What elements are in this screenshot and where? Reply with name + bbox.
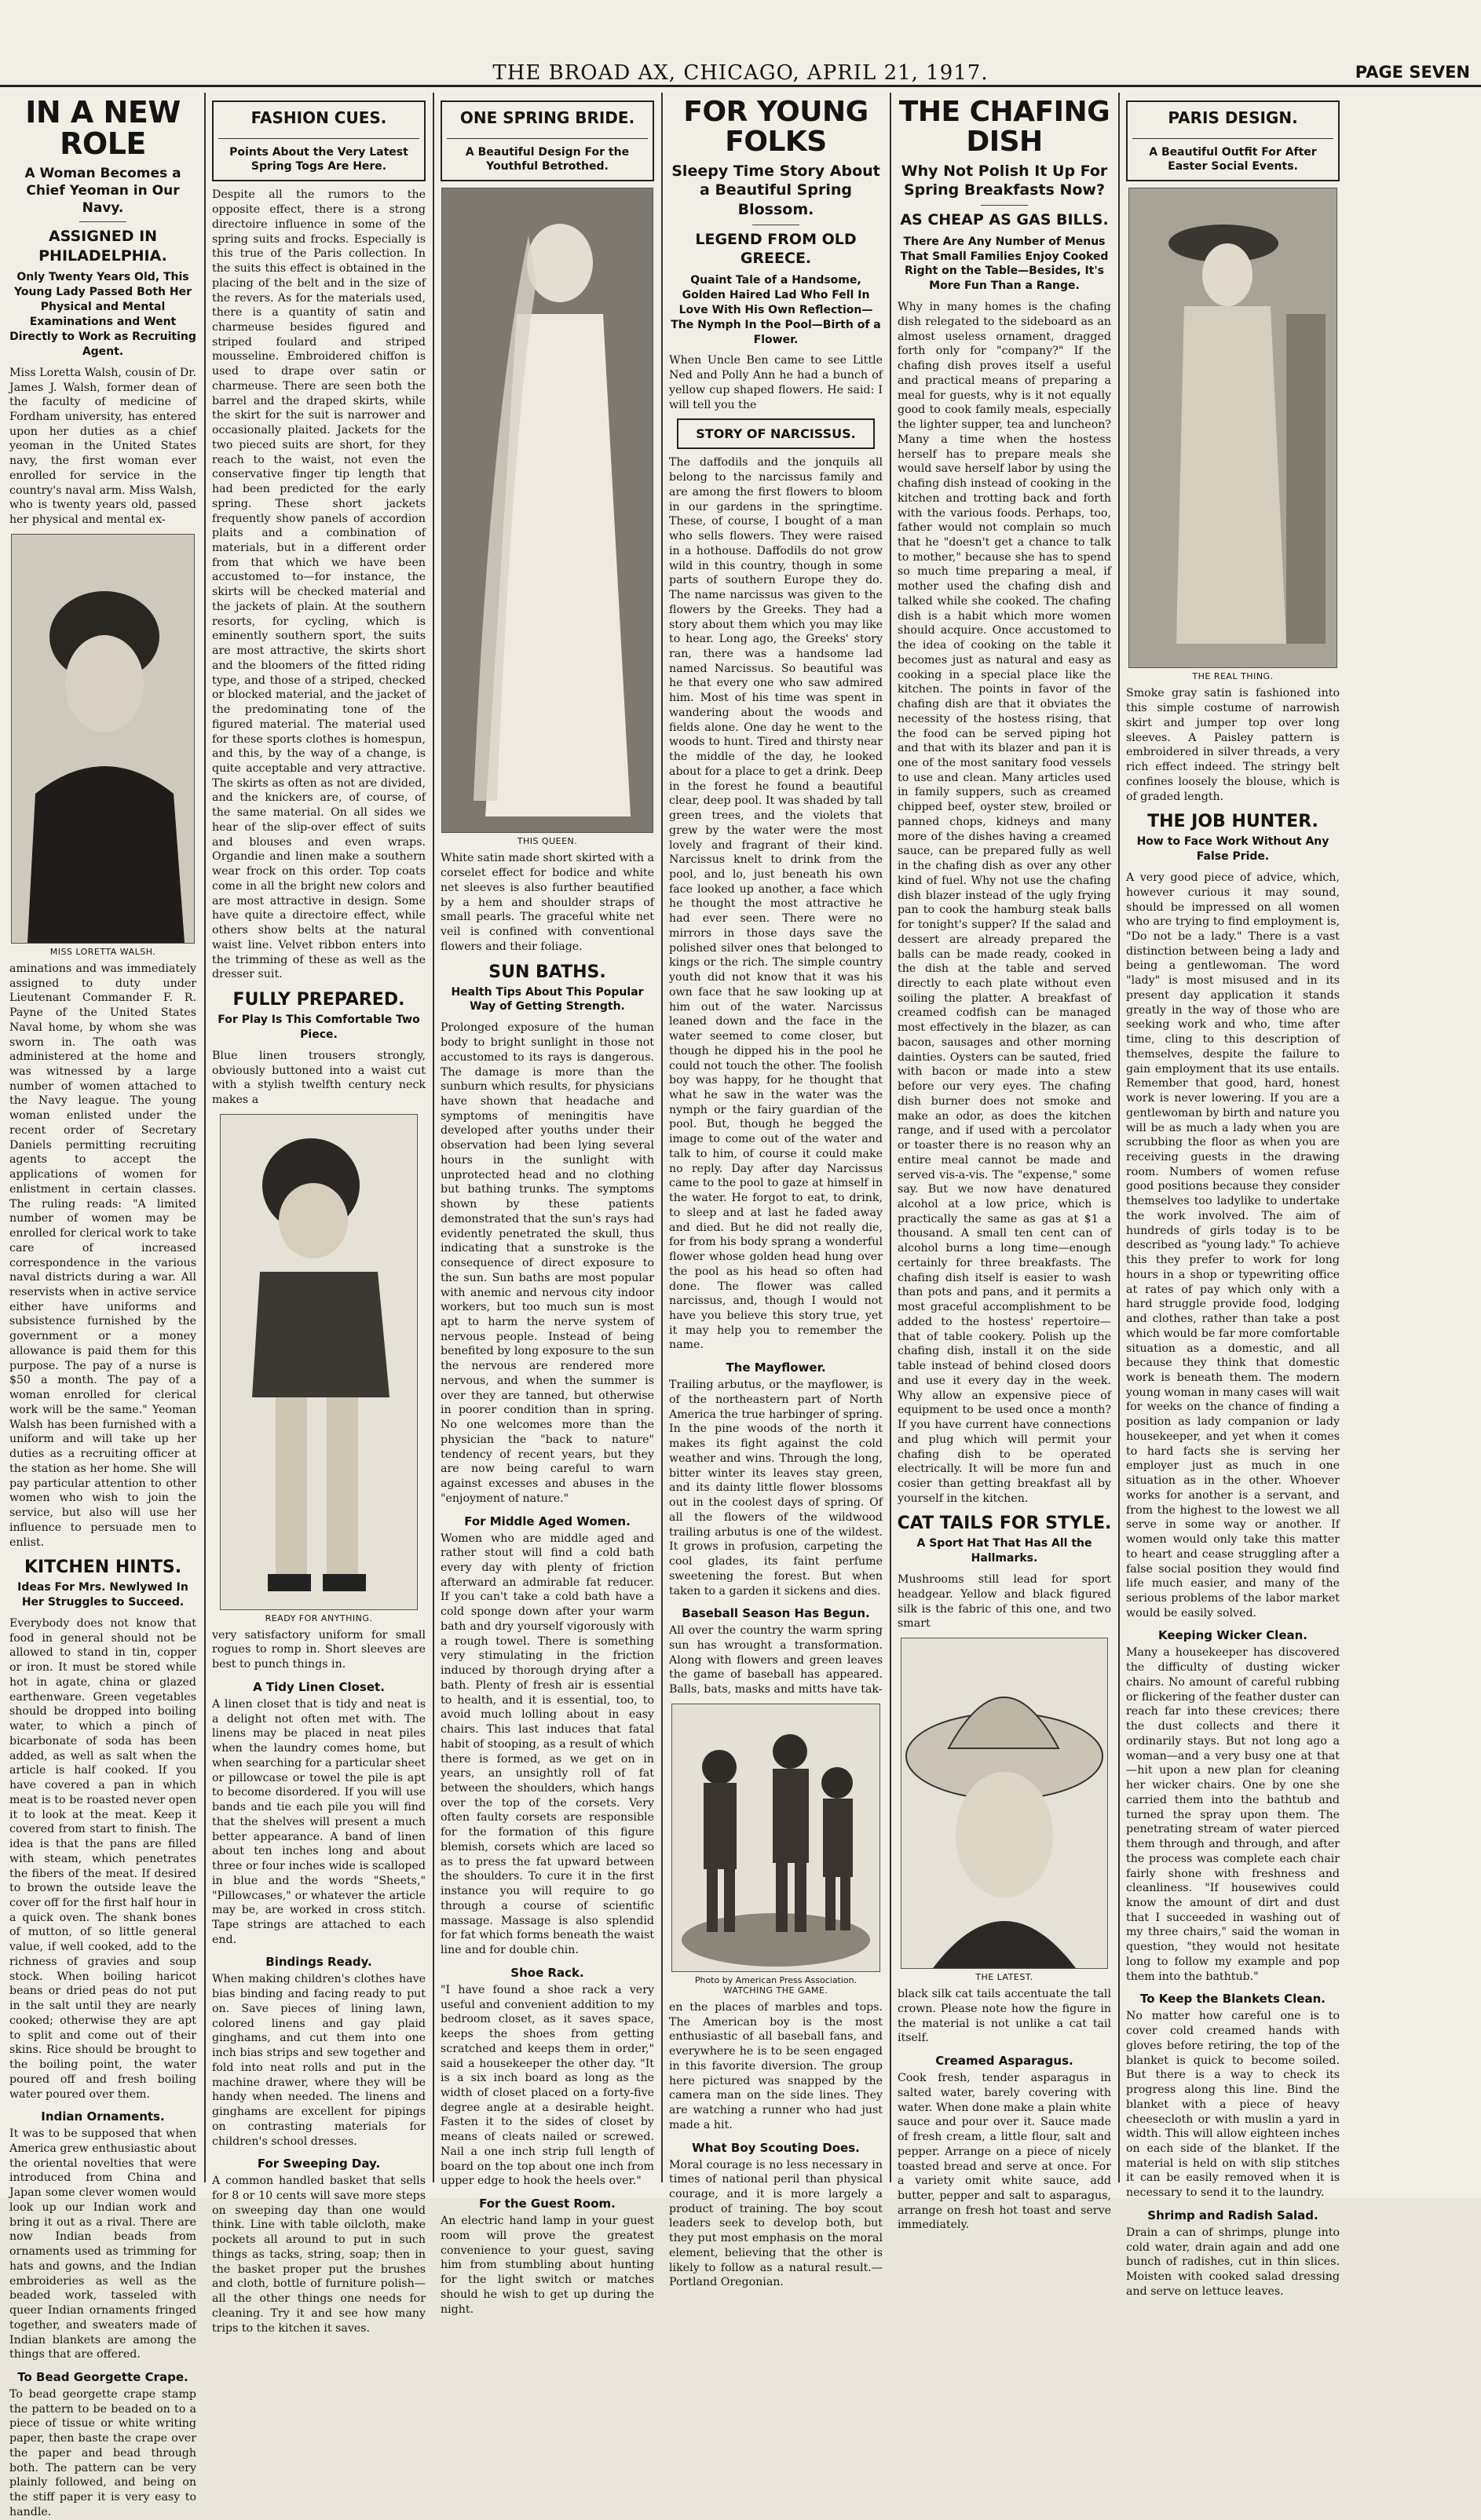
paris-outfit-photo [1128,188,1337,668]
sport-hat-photo [901,1638,1108,1969]
subhead-philadelphia: ASSIGNED IN PHILADELPHIA. [38,228,167,265]
article-body: A common handled basket that sells for 8 or 10 cents will save more steps on sweeping day than one would think. Line with table oilcloth, make pockets all around to put in such things as tacks, string, soap; then in the basket proper put the brushes and cloth, bottle of furniture polish—all the other things one needs for cleaning. Try it and see how many trips to the kitchen it saves. [212,2175,426,2335]
article-body: Miss Loretta Walsh, cousin of Dr. James J. Walsh, former dean of the faculty of medicine of Fordham university, has entered upon her duties as a chief yeoman in the United States navy, the first woman ever enrolled for service in the country's naval arm. Miss Walsh, who is twenty years old, passed her physical and mental ex- [9,366,196,527]
article-body: "I have found a shoe rack a very useful and convenient addition to my bedroom closet, as it saves space, keeps the shoes from getting scratched and keeps them in order," said a housekeeper the other day. "It is a six inch board as long as the width of closet placed on a forty-five degree angle at a desirable height. Fasten it to the sides of closet by means of cleats nailed or screwed. Nail a one inch strip full length of board on the top about one inch from upper edge to hook the heels over." [441,1983,654,2188]
article-body: An electric hand lamp in your guest room will prove the greatest convenience to your guest, saving him from stumbling about hunting for the light switch or matches should he wish to get up during the night. [441,2215,654,2316]
headline-spring-bride: ONE SPRING BRIDE. [459,108,635,127]
deck-fully-prepared: For Play Is This Comfortable Two Piece. [218,1013,420,1041]
article-body: Drain a can of shrimps, plunge into cold water, drain again and add one bunch of radishes, cut in thin slices. Moisten with cooked salad dressing and serve on lettuce leaves. [1126,2226,1340,2298]
heading-creamed-asparagus: Creamed Asparagus. [935,2054,1073,2069]
column-rule [661,93,663,2182]
article-body: The daffodils and the jonquils all belong to the narcissus family and are among the first flowers to bloom in our gardens in the springtime. These, of course, I bought of a man who sells flowers. They were raised in a hothouse. Daffodils do not grow wild in this country, though in some parts of southern Europe they do. The name narcissus was given to the flowers by the Greeks. They had a story about them which you may like to hear. Long ago, the Greeks' story ran, there was a handsome lad named Narcissus. So beautiful was he that every one who saw admired him. Most of his time was spent in wandering about the woods and fields alone. One day he went to the woods to hunt. Tired and thirsty near the middle of the day, he looked about for a place to get a drink. Deep in the forest he found a beautiful clear, deep pool. It was shaded by tall green trees, and the violets that grew by the water were the most lovely and fragrant of their kind. Narcissus knelt to drink from the pool, and lo, just beneath his own face looked up another, a face which he thought the most attractive he had ever seen. There were no mirrors in those days save the polished silver ones that belonged to kings or the rich. The simple country youth did not know that it was his own face that he saw looking up at him out of the water. Narcissus leaned down and the face in the water seemed to come closer, but though he dipped his in the pool he could not touch the other. The foolish boy was happy, for he thought that what he saw in the water was the nymph or the fairy guardian of the pool. But, though he begged the image to come out of the water and talk to him, of course it could make no reply. Day after day Narcissus came to the pool to gaze at himself in the water. He forgot to eat, to drink, to sleep and at last he faded away and died. But he did not really die, for from his body sprang a wonderful flower whose golden head hung over the pool as his head so often had done. The flower was called narcissus, and, though I would not have you believe this story true, yet it may help you to remember the name. [669,456,883,1352]
photo-caption: THIS QUEEN. [517,836,578,847]
heading-baseball-season: Baseball Season Has Begun. [682,1606,870,1621]
article-body: Why in many homes is the chafing dish relegated to the sideboard as an almost useless ornament, dragged forth only for "company?" If the chafing dish proves itself a useful and practical means of preparing a meal for guests, why is it not equally good to cook family meals, especially the lighter supper, tea and luncheon? Many a time when the hostess herself has to prepare meals she would save herself labor by using the chafing dish instead of cooking in the kitchen and trotting back and forth with the various foods. Perhaps, too, father would not complain so much that he "doesn't get a chance to talk to mother," because she has to spend so much time preparing a meal, if mother used the chafing dish and talked while she cooked. The chafing dish is a habit which more women should acquire. Once accustomed to the idea of cooking on the table it becomes just as natural and easy as cooking in a special place like the kitchen. The points in favor of the chafing dish are that it obviates the necessity of the hostess rising, that the food can be served piping hot and that with its blazer and pan it is one of the most sanitary food vessels to use and clean. Many articles used in family suppers, such as creamed chipped beef, oyster stew, broiled or panned chops, kidneys and many more of the dishes having a creamed sauce, can be prepared fully as well in the chafing dish as over any other kind of fuel. Why not use the chafing dish blazer instead of the ugly frying pan to cook the hamburg steak balls for tonight's supper? If the salad and dessert are already prepared the balls can be made ready, cooked in the dish at the table and served directly to each plate without even soiling the platter. A breakfast of creamed codfish can be managed most effectively in the blazer, as can bacon, sausages and other morning dainties. Oysters can be sauted, fried with bacon or made into a stew before our very eyes. The chafing dish burner does not smoke and make an odor, as does the kitchen range, and if used with a percolator or toaster there is no reason why an entire meal cannot be made and served vis-a-vis. The "expense," some say. But we now have denatured alcohol at a low price, which is practically the same as gas at $1 a thousand. A small ten cent can of alcohol burns a long time—enough certainly for three breakfasts. The chafing dish itself is easier to wash than pots and pans, and it permits a most graceful accomplishment to be added to the hostess' repertoire—that of table cookery. Polish up the chafing dish, install it on the side table instead of behind closed doors and use it every day in the week. Why allow an expensive piece of equipment to be used once a month? If you have current have connections and plug which will permit your chafing dish to be operated electrically. It will be more fun and cosier than getting breakfast all by yourself in the kitchen. [898,301,1111,1505]
heading-shoe-rack: Shoe Rack. [510,1965,584,1980]
deck-chafing-dish: Why Not Polish It Up For Spring Breakfasts Now? [901,162,1108,199]
divider [79,221,126,222]
photo-caption: WATCHING THE GAME. [723,1985,828,1996]
article-body: When making children's clothes have bias binding and facing ready to put on. Save pieces of lining lawn, colored linens and gay plaid ginghams, and cut them into one inch bias strips and sew together and fold into neat rolls and put in the machine drawer, where they will be handy when needed. The linens and ginghams are excellent for pipings on contrasting materials for children's school dresses. [212,1973,426,2148]
photo-caption: MISS LORETTA WALSH. [49,946,156,957]
article-body: Women who are middle aged and rather stout will find a cold bath every day with plenty of friction afterward an admirable fat reducer. If you can't take a cold bath have a cold sponge down after your warm bath and dry yourself vigorously with a rough towel. There is something very stimulating in the friction induced by thorough drying after a bath. Plenty of fresh air is essential to health, and it is essential, too, to avoid much lolling about in easy chairs. This last induces that fatal habit of stooping, as a result of which there is formed, as we get on in years, an unsightly roll of fat between the shoulders, which hangs over the top of the corsets. Very often faulty corsets are responsible for the formation of this figure blemish, corsets which are laced so as to press the fat upward between the shoulders. To cure it in the first instance you will require to go through a course of scientific massage. Massage is also splendid for fat which forms beneath the waist line and for double chin. [441,1532,654,1957]
article-body: Many a housekeeper has discovered the difficulty of dusting wicker chairs. No amount of careful rubbing or flickering of the feather duster can reach far into these crevices; there the dust collects and there it ordinarily stays. But not long ago a woman—and a very busy one at that—hit upon a new plan for cleaning her wicker chairs. One by one she carried them into the bathtub and turned the spray upon them. The penetrating stream of water pierced them through and through, and after the process was complete each chair fairly shone with freshness and cleanliness. "If housewives could know the amount of dirt and dust that I succeeded in washing out of my three chairs," said the woman in question, "they would not hesitate long to follow my example and pop them into the bathtub." [1126,1646,1340,1983]
heading-mayflower: The Mayflower. [726,1360,826,1375]
deck-twenty-years: Only Twenty Years Old, This Young Lady Passed Both Her Physical and Mental Examinations and Went Directly to Work as Recruiting Agent. [9,271,196,358]
deck-spring-bride: A Beautiful Design For the Youthful Betrothed. [447,138,648,173]
headline-cat-tails: CAT TAILS FOR STYLE. [897,1514,1112,1534]
headline-fully-prepared: FULLY PREPARED. [232,990,405,1010]
headline-chafing-dish: THE CHAFING DISH [898,96,1110,158]
heading-blankets-clean: To Keep the Blankets Clean. [1140,1992,1326,2007]
article-body: very satisfactory uniform for small rogues to romp in. Short sleeves are best to punch things in. [212,1628,426,1671]
article-body: Trailing arbutus, or the mayflower, is of the northeastern part of North America the true harbinger of spring. In the pine woods of the north it makes its fight against the cold weather and wins. Through the long, bitter winter its leaves stay green, and its dainty little flower blossoms out in the coolest days of spring. Of all the flowers of the wildwood trailing arbutus is one of the wildest. It grows in profusion, carpeting the cool glades, its faint perfume sweetening the forest. But when taken to a garden it sickens and dies. [669,1379,883,1598]
deck-quaint-tale: Quaint Tale of a Handsome, Golden Haired Lad Who Fell In Love With His Own Reflection—The Nymph In the Pool—Birth of a Flower. [671,274,881,346]
deck-job-hunter: How to Face Work Without Any False Pride. [1136,835,1329,864]
column-3 [436,93,659,2316]
article-body: Despite all the rumors to the opposite effect, there is a strong directoire influence in some of the spring suits and frocks. Especially is this true of the Paris collection. In the suits this effect is obtained in the placing of the belt and in the size of the revers. As for the materials used, there is a quantity of satin and charmeuse besides figured and striped foulard and striped mousseline. Embroidered chiffon is used to drape over satin or charmeuse. There are seen both the barrel and the draped skirts, while the skirt for the suit is narrower and occasionally plaited. Jackets for the two pieced suits are short, for they reach to the waist, not even the conservative finger tip length that had been predicted for the early spring. These short jackets frequently show panels of accordion plaits and a combination of materials, but in a different order from that which we have been accustomed to—for instance, the skirts will be checked material and the jackets of plain. At the southern resorts, for cycling, which is eminently southern sport, the suits are most attractive, the skirts short and the bloomers of the fitted riding type, and those of a striped, checked or blocked material, and the jacket of the predominating tone of the figured material. The material used for these sports clothes is homespun, and this, by the way of a change, is quite acceptable and very attractive. The skirts as often as not are divided, and the knickers are, of course, of the same material. On all sides we hear of the slip-over effect of suits and blouses and even wraps. Organdie and linen make a southern wear frock on this order. Top coats come in all the bright new colors and are most attractive in design. Some have quite a directoire effect, while others show belts at the natural waist line. Velvet ribbon enters into the trimming of these as well as the dresser suit. [212,188,426,981]
portrait-photo [11,534,195,944]
heading-linen-closet: A Tidy Linen Closet. [253,1679,385,1694]
headline-fashion-cues: FASHION CUES. [250,108,387,127]
headline-young-folks: FOR YOUNG FOLKS [683,96,868,158]
masthead [0,61,1481,87]
photo-caption: THE REAL THING. [1192,671,1274,682]
deck-new-role: A Woman Becomes a Chief Yeoman in Our Navy. [24,165,181,216]
headline-new-role: IN A NEW ROLE [25,95,181,161]
boxed-headline-bride [441,100,654,181]
subhead-legend-greece: LEGEND FROM OLD GREECE. [695,230,857,268]
heading-bindings-ready: Bindings Ready. [265,1955,372,1970]
article-body: Everybody does not know that food in general should not be allowed to stand in tin, copper or iron. It must be stored while hot in agate, china or glazed earthenware. Green vegetables should be dropped into boiling water, to which a pinch of bicarbonate of soda has been added, as well as salt when the article is half cooked. If you have covered a pan in which meat is to be roasted never open it to look at the meat. Keep it covered from start to finish. The idea is that the pans are filled with steam, which penetrates the fibers of the meat. If desired to brown the outside leave the cover off for the first half hour in a quick oven. The shank bones of mutton, of so little general value, if well cooked, add to the richness of gravies and soup stock. When boiling haricot beans or dried peas do not put in the salt until they are nearly cooked; otherwise they are apt to split and come out of their skins. Rice should be brought to the boiling point, the water poured off and fresh boiling water poured over them. [9,1617,196,2101]
divider [981,205,1028,206]
boxed-headline-paris [1126,100,1340,181]
deck-young-folks: Sleepy Time Story About a Beautiful Spring Blossom. [671,162,880,218]
article-body: Moral courage is no less necessary in times of national peril than physical courage, and it is more largely a product of training. The boy scout leaders seek to develop both, but they put most emphasis on the moral element, believing that the other is likely to follow as a natural result.—Portland Oregonian. [669,2158,883,2289]
column-rule [890,93,891,2182]
heading-middle-aged-women: For Middle Aged Women. [464,1514,631,1528]
article-body: To bead georgette crape stamp the pattern to be beaded on to a piece of tissue or white writing paper, then baste the crape over the paper and bead through both. The pattern can be very plainly followed, and being on the stiff paper it is very easy to handle. [9,2388,196,2518]
masthead-title: THE BROAD AX, CHICAGO, APRIL 21, 1917. [492,61,989,85]
column-rule [204,93,206,2182]
deck-fashion-cues: Points About the Very Latest Spring Togs Are Here. [218,138,419,173]
column-1 [5,93,201,2518]
deck-cat-tails: A Sport Hat That Has All the Hallmarks. [916,1537,1092,1565]
column-4 [664,93,887,2289]
article-body: en the places of marbles and tops. The American boy is the most enthusiastic of all baseball fans, and everywhere he is to be seen engaged in this favorite diversion. The group here pictured was snapped by the camera man on the side lines. They are watching a runner who had just made a hit. [669,2000,883,2131]
heading-indian-ornaments: Indian Ornaments. [41,2109,165,2124]
bride-photo [441,188,653,833]
photo-credit: Photo by American Press Association. [694,1974,858,1985]
heading-sweeping-day: For Sweeping Day. [257,2157,381,2171]
column-2 [207,93,430,2335]
article-body: Smoke gray satin is fashioned into this simple costume of narrowish skirt and jumper top over long sleeves. A Paisley pattern is embroidered in silver threads, a very rich effect indeed. The stringy belt confines loosely the blouse, which is of graded length. [1126,687,1340,803]
article-body: A linen closet that is tidy and neat is a delight not often met with. The linens may be placed in neat piles when the laundry comes home, but when searching for a particular sheet or pillowcase or towel the pile is apt to become disordered. If you will use bands and tie each pile you will find that the shelves will present a much better appearance. A band of linen about ten inches long and about three or four inches wide is scalloped in blue and the words "Sheets," "Pillowcases," or whatever the article may be, are worked in cross stitch. Tape strings are attached to each end. [212,1697,426,1946]
boxed-heading-narcissus: STORY OF NARCISSUS. [677,418,875,449]
headline-kitchen-hints: KITCHEN HINTS. [24,1558,182,1578]
boxed-headline-fashion [212,100,426,181]
headline-sun-baths: SUN BATHS. [488,962,606,982]
article-body: A very good piece of advice, which, however curious it may sound, should be impressed on all women who are trying to find employment is, "Do not be a lady." There is a vast distinction between being a lady and being a gentlewoman. The word "lady" is most misused and in its present day application it stands greatly in the way of those who are seeking work and who, time after time, cling to this description of themselves, despite the failure to gain employment that its use entails. Remember that good, hard, honest work is never lowering. If you are a gentlewoman by birth and nature you will be as much a lady when you are scrubbing the floor as when you are receiving guests in the drawing room. Numbers of women refuse good positions because they consider themselves too ladylike to undertake the work involved. The aim of hundreds of girls today is to be described as "young lady." To achieve this they prefer to work for long hours in a shop or typewriting office at rates of pay which only with a hard struggle provide food, lodging and clothes, rather than take a post which would be far more comfortable situation as a domestic, and all because they think that domestic work is beneath them. The modern young woman in many cases will wait for weeks on the chance of finding a position as lady companion or lady housekeeper, and yet when it comes to hard facts she is serving her employer just as much in one situation as in the other. Whoever works for another is a servant, and from the highest to the lowest we all serve in some way or another. If women would only take this matter to heart and cease struggling after a false social position they would find life much easier, and many of the serious problems of the labor market would be easily solved. [1126,871,1340,1620]
article-body: aminations and was immediately assigned to duty under Lieutenant Commander F. R. Payne of the United States Naval home, by whom she was sworn in. The oath was administered at the home and was witnessed by a large number of women attached to the Navy league. The young woman enlisted under the recent order of Secretary Daniels permitting recruiting agents to accept the applications of women for enlistment in certain classes. The ruling reads: "A limited number of women may be enrolled for clerical work to take care of increased correspondence in the various naval districts during a war. All reservists when in active service either have uniforms and subsistence furnished by the government or a money allowance is paid them for this purpose. The pay of a nurse is $50 a month. The pay of a woman enrolled for clerical work will be the same." Yeoman Walsh has been furnished with a uniform and will take up her duties as a recruiting officer at the station as her home. She will pay particular attention to other women who wish to join the service, but also will use her influence to persuade men to enlist. [9,962,196,1549]
deck-sun-baths: Health Tips About This Popular Way of Getting Strength. [451,985,644,1013]
headline-paris-design: PARIS DESIGN. [1168,108,1298,127]
subhead-gas-bills: AS CHEAP AS GAS BILLS. [900,210,1109,228]
photo-caption: READY FOR ANYTHING. [265,1612,373,1623]
heading-georgette-crape: To Bead Georgette Crape. [17,2370,188,2384]
deck-paris-design: A Beautiful Outfit For After Easter Social Events. [1132,138,1333,173]
headline-job-hunter: THE JOB HUNTER. [1147,812,1318,832]
article-body: Blue linen trousers strongly, obviously buttoned into a waist cut with a stylish twelfth century neck makes a [212,1049,426,1107]
photo-caption: THE LATEST. [975,1972,1033,1983]
article-body: All over the country the warm spring sun has wrought a transformation. Along with flowers and green leaves the game of baseball has appeared. Balls, bats, masks and mitts have tak- [669,1624,883,1696]
article-body: black silk cat tails accentuate the tall crown. Please note how the figure in the material is not unlike a cat tail itself. [898,1988,1111,2045]
column-rule [1118,93,1120,2182]
deck-menus: There Are Any Number of Menus That Small Families Enjoy Cooked Right on the Table—Besides, It's More Fun Than a Range. [900,235,1109,293]
child-photo [220,1114,418,1610]
article-body: When Uncle Ben came to see Little Ned and Polly Ann he had a bunch of yellow cup shaped flowers. He said: I will tell you the [669,354,883,411]
column-6 [1121,93,1344,2298]
heading-boy-scouting: What Boy Scouting Does. [692,2140,860,2155]
column-rule [433,93,434,2182]
heading-shrimp-salad: Shrimp and Radish Salad. [1147,2208,1318,2222]
article-body: White satin made short skirted with a corselet effect for bodice and white net sleeves is also further beautified by a hem and shoulder straps of small pearls. The graceful white net veil is confined with conventional flowers and their foliage. [441,852,654,953]
article-body: It was to be supposed that when America grew enthusiastic about the oriental novelties that were introduced from China and Japan some clever women would look up our Indian work and bring it out as a rival. There are now Indian beads from ornaments used as trimming for hats and gowns, and the Indian embroideries as well as the beaded work, tasseled with queer Indian ornaments fringed together, and sweaters made of Indian blankets are among the things that are offered. [9,2127,196,2361]
heading-guest-room: For the Guest Room. [479,2197,616,2211]
article-body: Mushrooms still lead for sport headgear. Yellow and black figured silk is the fabric of this one, and two smart [898,1573,1111,1631]
page-number: PAGE SEVEN [1355,63,1470,82]
baseball-boys-photo [671,1704,880,1972]
article-body: No matter how careful one is to cover cold creamed hands with gloves before retiring, the top of the blanket is quick to become soiled. But there is a way to check its progress along this line. Bind the blanket with a piece of heavy cheesecloth or with muslin a yard in width. This will allow eighteen inches on each side of the blanket. If the material is held on with slip stitches it can be easily removed when it is necessary to send it to the laundry. [1126,2010,1340,2200]
column-5 [893,93,1116,2232]
article-body: Prolonged exposure of the human body to bright sunlight in those not accustomed to its rays is dangerous. The damage is more than the sunburn which results, for physicians have shown that headache and symptoms of meningitis have developed after youths under their observation had been lying several hours in the sunlight with unprotected head and no clothing but bathing trunks. The symptoms shown by these patients demonstrated that the sun's rays had evidently penetrated the skull, thus indicating that a sunstroke is the consequence of direct exposure to the sun. Sun baths are most popular with anemic and nervous city indoor workers, but too much sun is most apt to harm the nerve system of nervous people. Instead of being benefited by long exposure to the sun the nervous are rendered more nervous, and when the summer is over they are tanned, but otherwise in poorer condition than in spring. No one welcomes more than the physician the "back to nature" tendency of recent years, but they are now being careful to warn against excesses and abuses in the "enjoyment of nature." [441,1021,654,1505]
deck-kitchen-hints: Ideas For Mrs. Newlywed In Her Struggles to Succeed. [17,1581,188,1609]
heading-wicker-clean: Keeping Wicker Clean. [1158,1628,1307,1643]
article-body: Cook fresh, tender asparagus in salted water, barely covering with water. When done make a plain white sauce and pour over it. Sauce made of fresh cream, a little flour, salt and pepper. Arrange on a piece of nicely toasted bread and serve at once. For a variety omit white sauce, add butter, pepper and salt to asparagus, arrange on fresh hot toast and serve immediately. [898,2072,1111,2232]
